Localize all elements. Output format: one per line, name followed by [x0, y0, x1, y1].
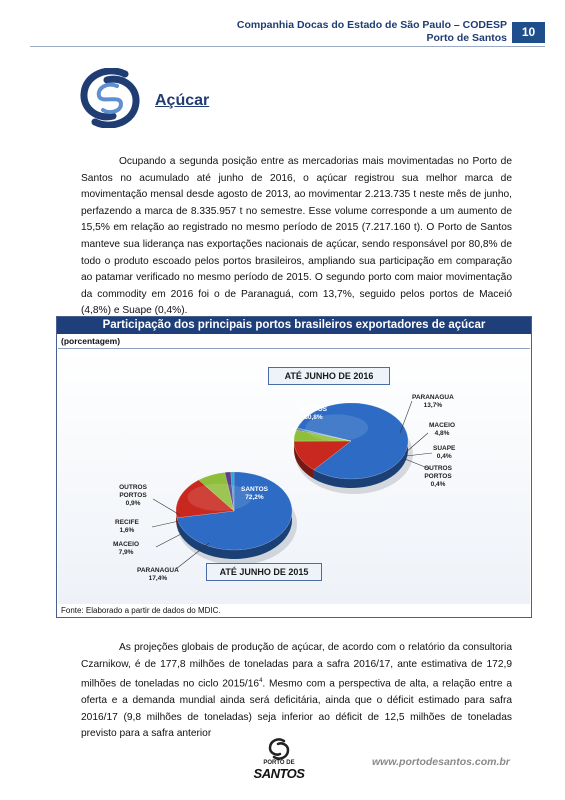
label-2016-outros — [420, 465, 456, 489]
label-2015-santos — [241, 486, 268, 502]
label-2016-suape — [433, 445, 455, 461]
label-value: 4,8% — [434, 430, 450, 437]
leader-line — [400, 401, 412, 433]
page-number: 10 — [512, 22, 545, 43]
label-2015-maceio — [113, 541, 139, 557]
paragraph-text — [81, 640, 512, 743]
label-name: PARANAGUA — [137, 567, 179, 574]
label-2016-santos — [300, 406, 327, 422]
label-name: MACEIO — [113, 541, 139, 548]
label-name: MACEIO — [429, 422, 455, 429]
label-name: SANTOS — [300, 406, 327, 413]
label-value: 80,8% — [304, 414, 323, 421]
label-value: 0,9% — [125, 500, 141, 507]
label-value: 1,6% — [119, 527, 135, 534]
logo-main-text: SANTOS — [253, 766, 305, 781]
footer-url: www.portodesantos.com.br — [372, 756, 510, 768]
chart-plot-area — [58, 348, 530, 604]
logo-top-text: PORTO DE — [263, 760, 295, 766]
label-name: SANTOS — [241, 486, 268, 493]
chart-source: Fonte: Elaborado a partir de dados do MDIC. — [61, 606, 221, 615]
leader-line — [156, 533, 183, 547]
section-title: Açúcar — [155, 92, 210, 109]
paragraph-text: Ocupando a segunda posição entre as mercadorias mais movimentadas no Porto de Santos no acumulado até junho de 2016, o açúcar registrou sua melhor marca de movimentação mensal desde agosto de 2013, ao movimentar 2.213.735 t neste mês de junho, perfazendo a marca de 8.335.957 t no semestre. Esse volume corresponde a um aumento de 15,5% em relação ao registrado no mesmo período de 2015 (7.217.160 t). O Porto de Santos manteve sua liderança nas exportações nacionais de açúcar, sendo responsável por 80,8% de todo o produto escoado pelos portos brasileiros, ampliando sua participação em comparação ao patamar verificado no mesmo período de 2015. O segundo porto com maior movimentação da commodity em 2016 foi o de Paranaguá, com 13,7%, seguido pelos portos de Maceió (4,8%) e Suape (0,4%). — [81, 156, 512, 317]
label-value: 17,4% — [148, 575, 168, 582]
label-value: 0,4% — [436, 453, 452, 460]
paragraph-part: . Mesmo com a perspectiva de alta, a relação entre a oferta e a demanda mundial ainda será deficitária, ainda que o déficit estimado para safra 2016/17 (9,8 milhões de toneladas) seja inferior ao déficit de 12,5 milhões de toneladas previsto para a safra anterior — [81, 678, 512, 740]
leader-line — [153, 499, 180, 515]
chart-unit-label: (porcentagem) — [61, 336, 121, 346]
header-divider — [30, 46, 545, 47]
label-name: OUTROS PORTOS — [119, 484, 147, 499]
label-value: 72,2% — [245, 494, 264, 501]
label-2016-maceio — [429, 422, 455, 438]
label-2015-recife — [115, 519, 139, 535]
label-value: 0,4% — [430, 481, 446, 488]
chart-title: Participação dos principais portos brasileiros exportadores de açúcar — [57, 317, 531, 334]
paragraph-part: As projeções globais de produção de açúcar, de acordo com o relatório da consultoria Czarnikow, é de 177,8 milhões de toneladas para a safra 2016/17, ante estimativa de 172,9 milhões de toneladas no ciclo 2015/16 — [81, 642, 512, 690]
label-value: 7,9% — [118, 549, 134, 556]
footnote-ref: 4 — [259, 678, 263, 685]
label-name: PARANAGUA — [412, 394, 454, 401]
codesp-swirl-icon — [79, 68, 141, 128]
label-value: 13,7% — [423, 402, 443, 409]
leader-line — [152, 521, 179, 527]
footer-logo — [246, 738, 312, 788]
label-2016-paranagua — [412, 394, 454, 410]
porto-swirl-icon — [268, 738, 290, 760]
paragraph-acucar-intro — [81, 154, 512, 320]
header-subtitle: Porto de Santos — [426, 32, 507, 44]
period-2016-label: ATÉ JUNHO DE 2016 — [268, 367, 390, 385]
label-name: OUTROS PORTOS — [424, 465, 452, 480]
header-company: Companhia Docas do Estado de São Paulo – CODESP — [236, 19, 507, 31]
chart-panel — [56, 316, 532, 618]
label-2015-paranagua — [137, 567, 179, 583]
period-2015-label: ATÉ JUNHO DE 2015 — [206, 563, 322, 581]
paragraph-projecoes — [81, 640, 512, 743]
label-name: RECIFE — [115, 519, 139, 526]
label-2015-outros — [115, 484, 151, 508]
label-name: SUAPE — [433, 445, 456, 452]
